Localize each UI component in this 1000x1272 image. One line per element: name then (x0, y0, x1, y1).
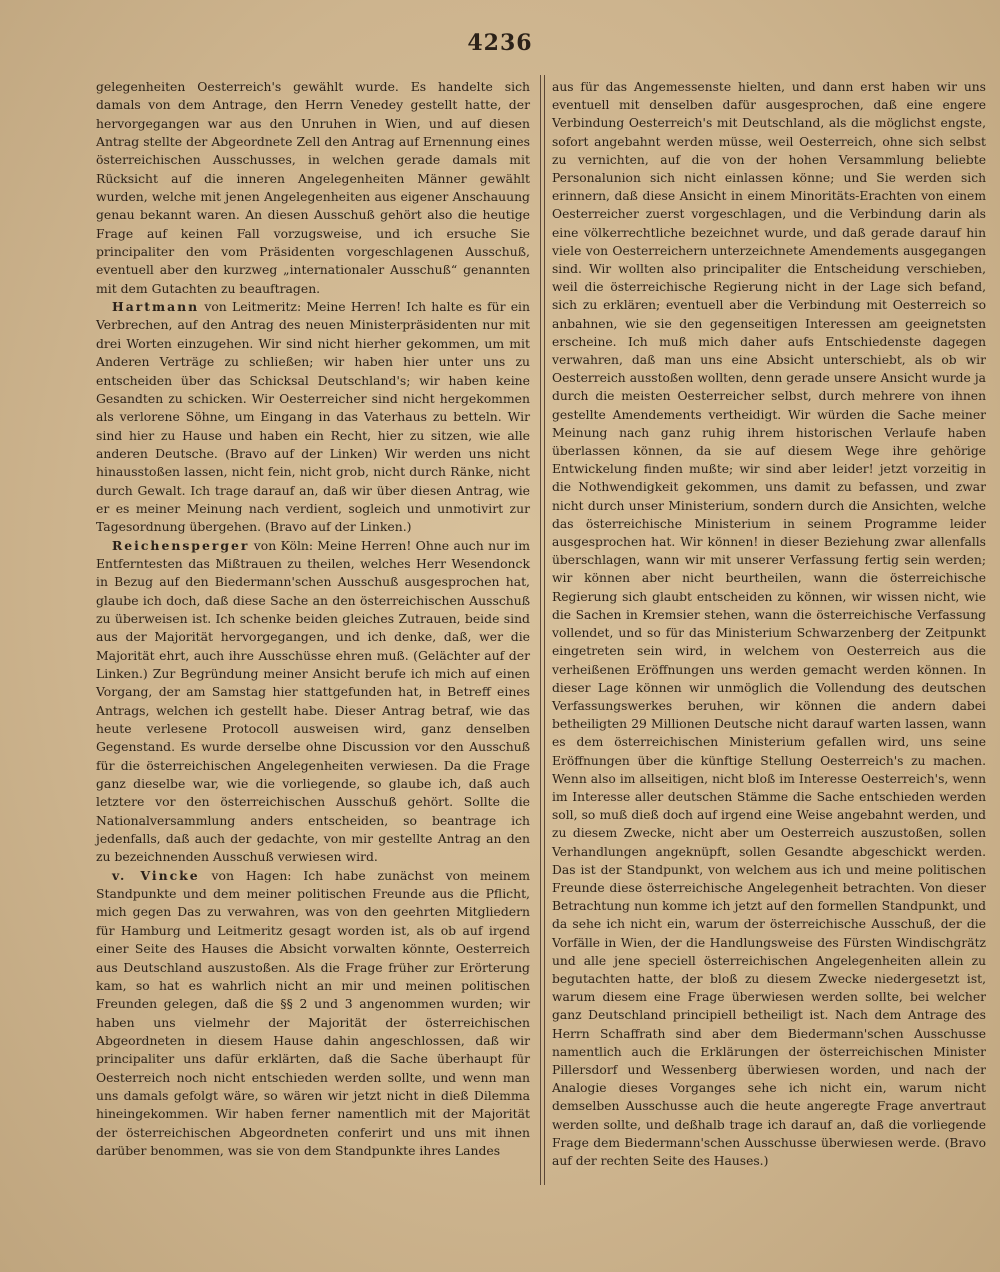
paragraph-continuation: aus für das Angemessenste hielten, und dann erst haben wir uns eventuell mit denselben dafür ausgesprochen, daß eine engere Verbindung Oesterreich's mit Deutschland, als die möglichst engste, sofort angebahnt werden müsse, weil Oesterreich, ohne sich selbst zu vernichten, auf die von der hohen Versammlung beliebte Personalunion sich nicht einlassen könne; und Sie werden sich erinnern, daß diese Ansicht in einem Minoritäts-Erachten von einem Oesterreicher zuerst vorgeschlagen, und die Verbindung darin als eine völkerrechtliche bezeichnet wurde, und daß gerade darauf hin viele von Oesterreichern unterzeichnete Amendements ausgegangen sind. Wir wollten also principaliter die Entscheidung verschieben, weil die österreichische Regierung nicht in der Lage sich befand, sich zu erklären; eventuell aber die Verbindung mit Oesterreich so anbahnen, wie sie den gegenseitigen Interessen am geeignetsten erscheine. Ich muß mich daher aufs Entschiedenste dagegen verwahren, daß man uns eine Absicht unterschiebt, als ob wir Oesterreich ausstoßen wollten, denn gerade unsere Ansicht wurde ja durch die meisten Oesterreicher selbst, durch mehrere von ihnen gestellte Amendements vertheidigt. Wir würden die Sache meiner Meinung nach ganz ruhig ihrem historischen Verlaufe haben überlassen können, da sie auf diesem Wege ihre gehörige Entwickelung finden mußte; wir sind aber leider! jetzt vorzeitig in die Nothwendigkeit gekommen, uns damit zu befassen, und zwar nicht durch unser Ministerium, sondern durch die Ansichten, welche das österreichische Ministerium in seinem Programme leider ausgesprochen hat. Wir können! in dieser Beziehung zwar allenfalls überschlagen, wann wir mit unserer Verfassung fertig sein werden; wir können aber nicht beurtheilen, wann die österreichische Regierung sich glaubt entscheiden zu können, wir wissen nicht, wie die Sachen in Kremsier stehen, wann die österreichische Verfassung vollendet, und so für das Ministerium Schwarzenberg der Zeitpunkt eingetreten sein wird, in welchem von Oesterreich aus die verheißenen Eröffnungen uns werden gemacht werden können. In dieser Lage können wir unmöglich die Vollendung des deutschen Verfassungswerkes beruhen, wir können die andern dabei betheiligten 29 Millionen Deutsche nicht darauf warten lassen, wann es dem österreichischen Ministerium gefallen wird, uns seine Eröffnungen über die künftige Stellung Oesterreich's zu machen. Wenn also im allseitigen, nicht bloß im Interesse Oesterreich's, wenn im Interesse aller deutschen Stämme die Sache entschieden werden soll, so muß dieß doch auf irgend eine Weise angebahnt werden, und zu diesem Zwecke, nicht aber um Oesterreich auszustoßen, sollen Verhandlungen angeknüpft, sollen Gesandte abgeschickt werden. Das ist der Standpunkt, von welchem aus ich und meine politischen Freunde diese österreichische Angelegenheit betrachten. Von dieser Betrachtung nun komme ich jetzt auf den formellen Standpunkt, und da sehe ich nicht ein, warum der österreichische Ausschuß, der die Vorfälle in Wien, der die Handlungsweise des Fürsten Windischgrätz und alle jene speciell österreichischen Angelegenheiten allein zu begutachten hatte, der bloß zu diesem Zwecke niedergesetzt ist, warum diesem eine Frage überwiesen werden sollte, bei welcher ganz Deutschland principiell betheiligt ist. Nach dem Antrage des Herrn Schaffrath sind aber dem Biedermann'schen Ausschusse namentlich auch die Erklärungen der österreichischen Minister Pillersdorf und Wessenberg überwiesen worden, und nach der Analogie dieses Vorganges sehe ich nicht ein, warum nicht demselben Ausschusse auch die heute angeregte Frage anvertraut werden sollte, und deßhalb trage ich darauf an, daß die vorliegende Frage dem Biedermann'schen Ausschusse überwiesen werde. (Bravo auf der rechten Seite des Hauses.) (552, 80, 986, 1168)
page-number: 4236 (467, 30, 533, 56)
speech-vincke (96, 867, 530, 1161)
paragraph-continuation: gelegenheiten Oesterreich's gewählt wurde. Es handelte sich damals von dem Antrage, den Herrn Venedey gestellt hatte, der hervorgegangen war aus den Unruhen in Wien, und auf diesen Antrag stellte der Abgeordnete Zell den Antrag auf Ernennung eines österreichischen Ausschusses, in welchen gerade damals mit Rücksicht auf die inneren Angelegenheiten Männer gewählt wurden, welche mit jenen Angelegenheiten aus eigener Anschauung genau bekannt waren. An diesen Ausschuß gehört also die heutige Frage auf keinen Fall vorzugsweise, und ich ersuche Sie principaliter den vom Präsidenten vorgeschlagenen Ausschuß, eventuell aber den kurzweg „internationaler Ausschuß“ genannten mit dem Gutachten zu beauftragen. (96, 79, 530, 296)
column-divider (540, 75, 545, 1185)
speech-text: von Hagen: Ich habe zunächst von meinem Standpunkte und dem meiner politischen Freunde aus die Pflicht, mich gegen Das zu verwahren, was von den geehrten Mitgliedern für Hamburg und Leitmeritz gesagt worden ist, als ob auf irgend einer Seite des Hauses die Absicht vorwalten könnte, Oesterreich aus Deutschland auszustoßen. Als die Frage früher zur Erörterung kam, so hat es wahrlich nicht an mir und meinen politischen Freunden gelegen, daß die §§ 2 und 3 angenommen wurden; wir haben uns vielmehr der Majorität der österreichischen Abgeordneten in diesem Hause dahin angeschlossen, daß wir principaliter uns dafür erklärten, daß die Sache überhaupt für Oesterreich noch nicht entschieden werden sollte, und wenn man uns damals gefolgt wäre, so wären wir jetzt nicht in dieß Dilemma hineingekommen. Wir haben ferner namentlich mit der Majorität der österreichischen Abgeordneten conferirt und uns mit ihnen darüber benommen, was sie von dem Standpunkte ihres Landes (96, 867, 530, 1158)
speech-text: von Köln: Meine Herren! Ohne auch nur im Entferntesten das Mißtrauen zu theilen, welches Herr Wesendonck in Bezug auf den Biedermann'schen Ausschuß ausgesprochen hat, glaube ich doch, daß diese Sache an den österreichischen Ausschuß zu überweisen ist. Ich schenke beiden gleiches Zutrauen, beide sind aus der Majorität hervorgegangen, und ich denke, daß, wer die Majorität ehrt, auch ihre Ausschüsse ehren muß. (Gelächter auf der Linken.) Zur Begründung meiner Ansicht berufe ich mich auf einen Vorgang, der am Samstag hier stattgefunden hat, in Betreff eines Antrags, welchen ich gestellt habe. Dieser Antrag betraf, wie das heute verlesene Protocoll ausweisen wird, ganz denselben Gegenstand. Es wurde derselbe ohne Discussion vor den Ausschuß für die österreichischen Angelegenheiten verwiesen. Da die Frage ganz dieselbe war, wie die vorliegende, so glaube ich, daß auch letztere vor den österreichischen Ausschuß gehört. Sollte die Nationalversammlung anders entscheiden, so beantrage ich jedenfalls, daß auch der gedachte, von mir gestellte Antrag an den zu bezeichnenden Ausschuß verwiesen wird. (96, 537, 530, 865)
right-column (552, 78, 986, 1170)
speaker-name: Hartmann (112, 299, 200, 315)
speaker-name: v. Vincke (112, 867, 200, 883)
speech-text: von Leitmeritz: Meine Herren! Ich halte es für ein Verbrechen, auf den Antrag des neuen Ministerpräsidenten nur mit drei Worten einzugehen. Wir sind nicht hierher gekommen, um mit Anderen Verträge zu schließen; wir haben hier unter uns zu entscheiden über das Schicksal Deutschland's; wir haben keine Gesandten zu schicken. Wir Oesterreicher sind nicht hergekommen als verlorene Söhne, um Eingang in das Vaterhaus zu betteln. Wir sind hier zu Hause und haben ein Recht, hier zu sitzen, wie alle anderen Deutsche. (Bravo auf der Linken) Wir werden uns nicht hinausstoßen lassen, nicht fein, nicht grob, nicht durch Ränke, nicht durch Gewalt. Ich trage darauf an, daß wir über diesen Antrag, wie er es meiner Meinung nach verdient, sogleich und unmotivirt zur Tagesordnung übergehen. (Bravo auf der Linken.) (96, 299, 530, 535)
speech-reichensperger (96, 537, 530, 867)
left-column (96, 78, 530, 1160)
speech-hartmann (96, 298, 530, 536)
speaker-name: Reichensperger (112, 537, 250, 553)
